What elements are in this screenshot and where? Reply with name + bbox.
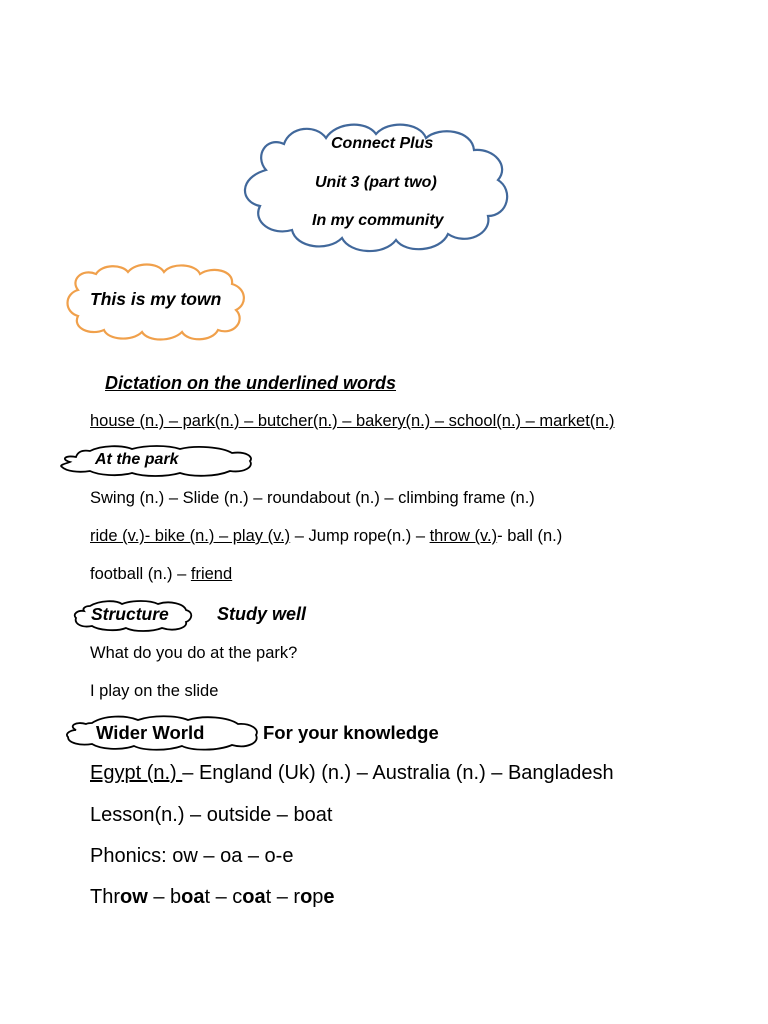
title-line-1: Connect Plus — [331, 135, 434, 152]
phonics-seg-10: e — [323, 886, 335, 908]
park-line-2-part-3: throw (v.) — [429, 527, 498, 545]
structure-cloud-label: Structure — [91, 604, 169, 624]
town-cloud-label: This is my town — [90, 289, 222, 309]
phonics-seg-9: p — [312, 886, 324, 908]
lesson-line: Lesson(n.) – outside – boat — [90, 804, 333, 826]
countries-line — [90, 762, 614, 785]
structure-answer: I play on the slide — [90, 682, 219, 700]
phonics-seg-1: Thr — [90, 886, 120, 908]
phonics-seg-6: oa — [242, 886, 266, 908]
park-cloud-label: At the park — [95, 451, 179, 468]
title-line-2: Unit 3 (part two) — [315, 174, 437, 191]
countries-egypt: Egypt (n.) — [90, 762, 183, 784]
structure-question: What do you do at the park? — [90, 644, 298, 662]
vocab-line: house (n.) – park(n.) – butcher(n.) – bakery(n.) – school(n.) – market(n.) — [90, 412, 615, 430]
phonics-seg-7: t – r — [265, 886, 301, 908]
park-line-1: Swing (n.) – Slide (n.) – roundabout (n.) – climbing frame (n.) — [90, 489, 535, 507]
dictation-heading: Dictation on the underlined words — [105, 373, 397, 393]
phonics-seg-4: oa — [181, 886, 205, 908]
wider-world-note: For your knowledge — [263, 722, 439, 743]
phonics-line: Phonics: ow – oa – o-e — [90, 845, 294, 867]
structure-note: Study well — [217, 604, 307, 624]
wider-world-cloud-label: Wider World — [96, 722, 205, 743]
park-line-2-part-2: – Jump rope(n.) – — [290, 527, 430, 545]
park-line-2-part-1: ride (v.)- bike (n.) – play (v.) — [90, 527, 291, 545]
phonics-seg-3: – b — [147, 886, 182, 908]
park-line-3 — [90, 565, 232, 584]
countries-rest: – England (Uk) (n.) – Australia (n.) – Bangladesh — [182, 762, 614, 784]
phonics-examples-line — [90, 886, 335, 909]
park-line-3-part-2: friend — [190, 565, 233, 583]
phonics-seg-5: t – c — [204, 886, 243, 908]
park-line-3-part-1: football (n.) – — [90, 565, 191, 583]
phonics-seg-2: ow — [120, 886, 148, 908]
phonics-seg-8: o — [300, 886, 313, 908]
park-line-2 — [90, 527, 562, 546]
title-line-3: In my community — [312, 212, 444, 229]
park-line-2-part-4: - ball (n.) — [497, 527, 563, 545]
